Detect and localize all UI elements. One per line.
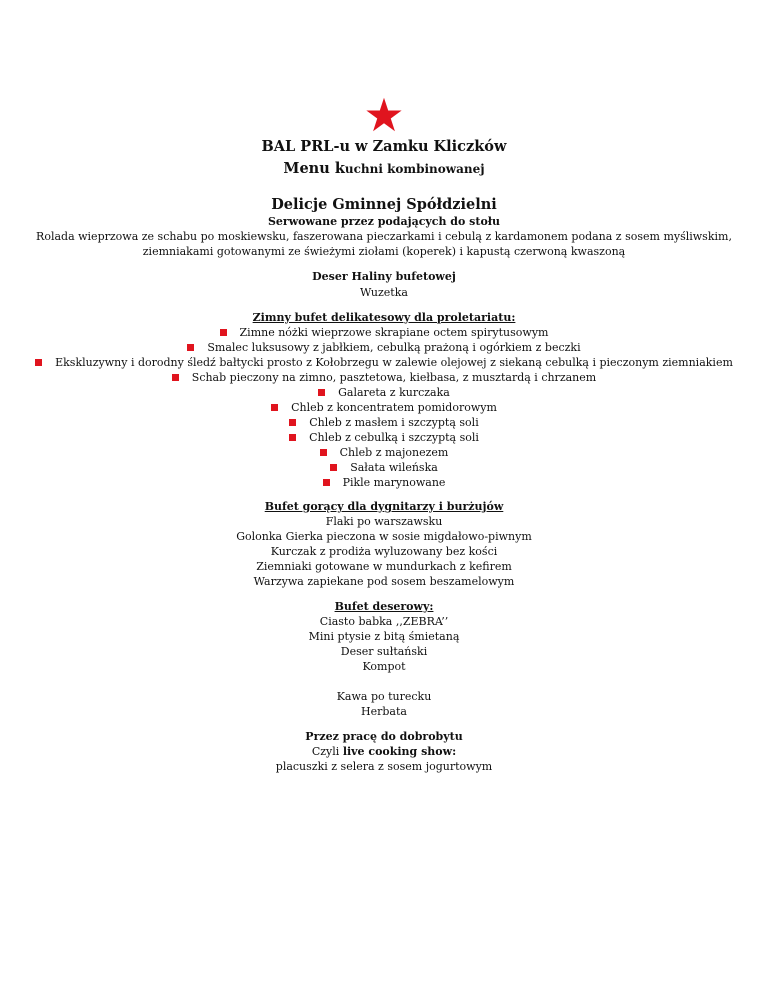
red-square-bullet-icon (320, 449, 327, 456)
list-item: Pikle marynowane (0, 476, 768, 489)
list-item: Chleb z koncentratem pomidorowym (0, 401, 768, 414)
list-item: Mini ptysie z bitą śmietaną (308, 630, 460, 643)
section-heading-deser-haliny: Deser Haliny bufetowej (312, 270, 456, 283)
list-item: Schab pieczony na zimno, pasztetowa, kiełbasa, z musztardą i chrzanem (0, 371, 768, 384)
list-item: Golonka Gierka pieczona w sosie migdałowo-piwnym (236, 530, 532, 543)
red-square-bullet-icon (172, 374, 179, 381)
list-item: Ekskluzywny i dorodny śledź bałtycki prosto z Kołobrzegu w zalewie olejowej z siekaną cebulką i pieczonym ziemniakiem (0, 356, 768, 369)
cooking-line: Czyli live cooking show: (311, 745, 457, 758)
list-item: Galareta z kurczaka (0, 386, 768, 399)
section-heading-zimny: Zimny bufet delikatesowy dla proletariatu: (252, 311, 516, 324)
menu-item-text: Rolada wieprzowa ze schabu po moskiewsku, faszerowana pieczarkami i cebulą z kardamonem podana z sosem myśliwskim, (36, 230, 732, 243)
section-subheading-delicje: Serwowane przez podających do stołu (267, 215, 501, 228)
list-item: Ciasto babka ,,ZEBRA’’ (319, 615, 449, 628)
red-star-icon: ★ (363, 88, 405, 142)
list-item: Chleb z masłem i szczyptą soli (0, 416, 768, 429)
list-item: Kurczak z prodiża wyluzowany bez kości (270, 545, 498, 558)
list-item: Herbata (361, 705, 407, 718)
list-item: Zimne nóżki wieprzowe skrapiane octem spirytusowym (0, 326, 768, 339)
list-item: placuszki z selera z sosem jogurtowym (275, 760, 493, 773)
list-item: Flaki po warszawsku (325, 515, 443, 528)
list-item: Ziemniaki gotowane w mundurkach z kefirem (256, 560, 512, 573)
section-heading-deserowy: Bufet deserowy: (334, 600, 434, 613)
red-square-bullet-icon (289, 434, 296, 441)
menu-subtitle: Menu kuchni kombinowanej (283, 160, 485, 177)
red-square-bullet-icon (318, 389, 325, 396)
list-item: Smalec luksusowy z jabłkiem, cebulką prażoną i ogórkiem z beczki (0, 341, 768, 354)
red-square-bullet-icon (289, 419, 296, 426)
section-heading-cooking: Przez pracę do dobrobytu (305, 730, 463, 743)
list-item: Chleb z majonezem (0, 446, 768, 459)
section-heading-delicje: Delicje Gminnej Spółdzielni (271, 196, 497, 213)
list-item: Chleb z cebulką i szczyptą soli (0, 431, 768, 444)
red-square-bullet-icon (35, 359, 42, 366)
red-square-bullet-icon (220, 329, 227, 336)
list-item: Warzywa zapiekane pod sosem beszamelowym (253, 575, 515, 588)
list-item: Sałata wileńska (0, 461, 768, 474)
red-square-bullet-icon (271, 404, 278, 411)
section-heading-goracy: Bufet gorący dla dygnitarzy i burżujów (264, 500, 504, 513)
red-square-bullet-icon (323, 479, 330, 486)
list-item: Kawa po turecku (336, 690, 432, 703)
menu-item-text: Wuzetka (360, 286, 408, 299)
menu-item-text: ziemniakami gotowanymi ze świeżymi ziołami (koperek) i kapustą czerwoną kwaszoną (142, 245, 626, 258)
list-item: Kompot (362, 660, 406, 673)
red-square-bullet-icon (330, 464, 337, 471)
list-item: Deser sułtański (340, 645, 428, 658)
red-square-bullet-icon (187, 344, 194, 351)
event-title: BAL PRL-u w Zamku Kliczków (261, 138, 507, 155)
